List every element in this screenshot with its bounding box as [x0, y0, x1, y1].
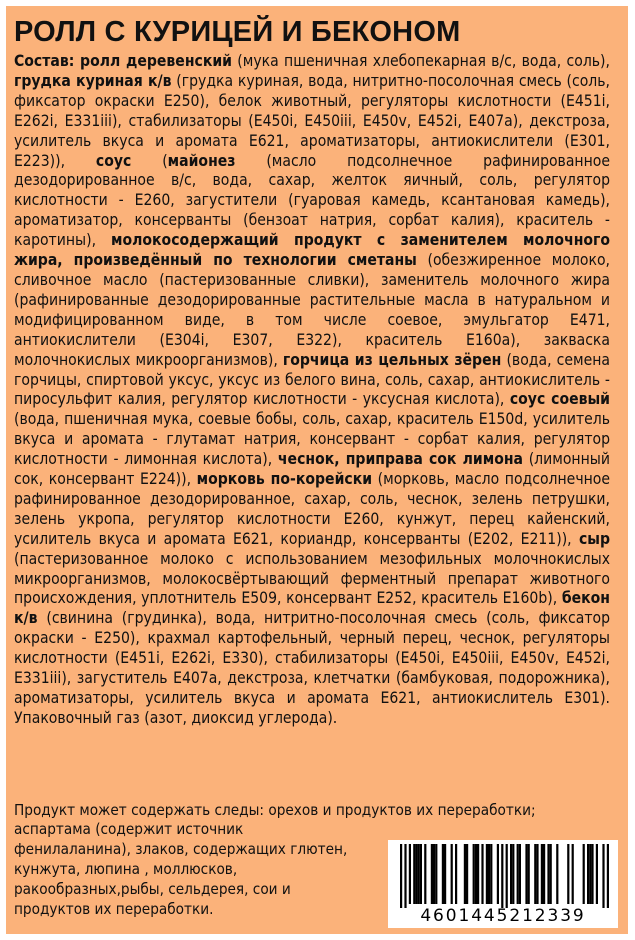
barcode-bar: [444, 844, 446, 904]
ingredient-name: бекон к/в: [14, 589, 610, 628]
barcode-bar: [433, 844, 435, 904]
barcode-bar: [596, 844, 598, 904]
barcode-bar: [534, 844, 536, 904]
barcode-bar: [490, 844, 492, 904]
allergen-warning-heading: Продукт может содержать следы: орехов и продуктов их переработки;: [14, 801, 536, 819]
barcode-bar: [497, 844, 499, 904]
barcode-number: 4601445212339: [420, 906, 586, 926]
barcode-bar: [510, 844, 512, 904]
barcode-bar: [451, 844, 453, 904]
ingredient-details: (пастеризованное молоко с использованием мезофильных молочнокислых микроорганизмов, молокосвёртывающий ферментный препарат животного происхождения, уплотнитель Е509, консервант Е252, краситель Е160b),: [14, 549, 610, 608]
ingredient-name: майонез: [167, 151, 236, 170]
barcode-bar: [409, 844, 411, 904]
barcode-bar: [486, 844, 488, 904]
ingredient-details: (масло подсолнечное рафинированное дезодорированное в/с, вода, сахар, желток яичный, соль, регулятор кислотности - Е260, загустители (гуаровая камедь, ксантановая камедь), ароматизатор, консерванты (бензоат натрия, сорбат калия), краситель - каротины),: [14, 151, 610, 250]
barcode-bar: [475, 844, 477, 904]
barcode-bar: [477, 844, 479, 904]
ingredient-details: (мука пшеничная хлебопекарная в/с, вода, соль),: [232, 52, 610, 70]
ingredient-details: (вода, семена горчицы, спиртовой уксус, уксус из белого вина, соль, сахар, антиокислитель - пиросульфит калия, регулятор кислотности - уксусная кислота),: [14, 350, 610, 409]
barcode-bar: [404, 844, 406, 908]
barcode-bar: [442, 844, 444, 904]
barcode-bar: [488, 844, 490, 904]
barcode-bar: [587, 844, 589, 904]
ingredient-name: соус: [95, 151, 132, 170]
ingredient-name: морковь по-корейски: [196, 470, 373, 489]
barcode-bar: [512, 844, 514, 904]
barcode-bar: [543, 844, 545, 904]
barcode-bar: [591, 844, 593, 904]
barcode-bar: [541, 844, 543, 904]
barcode-bar: [528, 844, 530, 904]
ingredient-details: (обезжиренное молоко, сливочное масло (пастеризованные сливки), заменитель молочного жира (рафинированные дезодорированные растительные масла в натуральном и модифицированном виде, в том числе соевое, эмульгатор Е471, антиокислители (Е304i, Е307, Е322), краситель Е160а), закваска молочнокислых микроорганизмов),: [14, 251, 610, 369]
ingredient-details: (свинина (грудинка), вода, нитритно-посолочная смесь (соль, фиксатор окраски - Е250), крахмал картофельный, черный перец, чеснок, регуляторы кислотности (Е451i, Е262i, Е330), стабилизаторы (Е450i, Е450iii, Е450v, Е452i, Е331iii), загуститель Е407а, декстроза, клетчатки (бамбуковая, подорожника), ароматизаторы, усилитель вкуса и аромата Е621, антиокислитель Е301). Упаковочный газ (азот, диоксид углерода).: [14, 609, 610, 727]
barcode-bar: [506, 844, 508, 908]
barcode-bar: [400, 844, 402, 908]
ingredient-name: горчица из цельных зёрен: [282, 350, 502, 369]
barcode-bar: [583, 844, 585, 904]
allergen-warning-list: аспартама (содержит источник фенилаланина), злаков, содержащих глютен, кунжута, люпина , моллюсков, ракообразных,рыбы, сельдерея, сои и продуктов их переработки.: [14, 820, 348, 918]
ingredient-name: молокосодержащий продукт с заменителем молочного жира, произведённый по технологии сметаны: [14, 231, 611, 270]
ingredient-details: (грудка куриная, вода, нитритно-посолочная смесь (соль, фиксатор окраски Е250), белок животный, регуляторы кислотности (Е451i, Е262i, Е331iii), стабилизаторы (Е450i, Е450iii, Е450v, Е452i, Е407а), декстроза, усилитель вкуса и аромата Е621, ароматизаторы, антиокислители (Е301, Е223)),: [14, 71, 611, 170]
barcode-bar: [501, 844, 503, 908]
barcode-bar: [435, 844, 437, 904]
composition-text: [14, 52, 610, 729]
barcode-bar: [525, 844, 527, 904]
barcode-bar: [556, 844, 558, 904]
barcode-bar: [589, 844, 591, 904]
barcode-bar: [466, 844, 468, 904]
ingredient-name: соус соевый: [509, 390, 610, 409]
barcode-bar: [431, 844, 433, 904]
barcode-bar: [602, 844, 604, 908]
barcode-bar: [455, 844, 457, 904]
ingredient-details: (вода, пшеничная мука, соевые бобы, соль, сахар, краситель Е150d, усилитель вкуса и аромата - глутамат натрия, консервант - сорбат калия, регулятор кислотности - лимонная кислота),: [14, 410, 610, 469]
barcode-bar: [547, 844, 549, 904]
barcode-bar: [415, 844, 417, 904]
barcode-bar: [607, 844, 609, 908]
barcode-bar: [517, 844, 519, 904]
ingredient-details: (лимонный сок, консервант Е224)),: [14, 450, 610, 489]
barcode-bar: [572, 844, 574, 904]
ingredient-name: чеснок, приправа сок лимона: [277, 450, 523, 469]
barcode-bar: [473, 844, 475, 904]
ingredient-name: Состав: ролл деревенский: [14, 52, 233, 70]
ingredient-name: грудка куриная к/в: [14, 71, 172, 90]
barcode-bar: [420, 844, 422, 904]
product-title: РОЛЛ С КУРИЦЕЙ И БЕКОНОМ: [14, 16, 461, 48]
barcode: [388, 840, 618, 928]
barcode-bar: [464, 844, 466, 904]
ingredient-details: (: [131, 151, 168, 170]
ingredient-name: сыр: [578, 529, 610, 548]
barcode-bar: [567, 844, 569, 904]
barcode-bar: [424, 844, 426, 904]
barcode-bar: [418, 844, 420, 904]
barcode-bar: [550, 844, 552, 904]
barcode-bar: [519, 844, 521, 904]
barcode-bar: [536, 844, 538, 904]
barcode-bar: [481, 844, 483, 904]
barcode-bar: [413, 844, 415, 904]
ingredient-details: (морковь, масло подсолнечное рафинированное дезодорированное, сахар, соль, чеснок, зелень петрушки, зелень укропа, регулятор кислотности Е260, кунжут, перец кайенский, усилитель вкуса и аромата Е621, кориандр, консерванты (Е202, Е211)),: [14, 470, 611, 548]
barcode-bars: [388, 844, 618, 908]
